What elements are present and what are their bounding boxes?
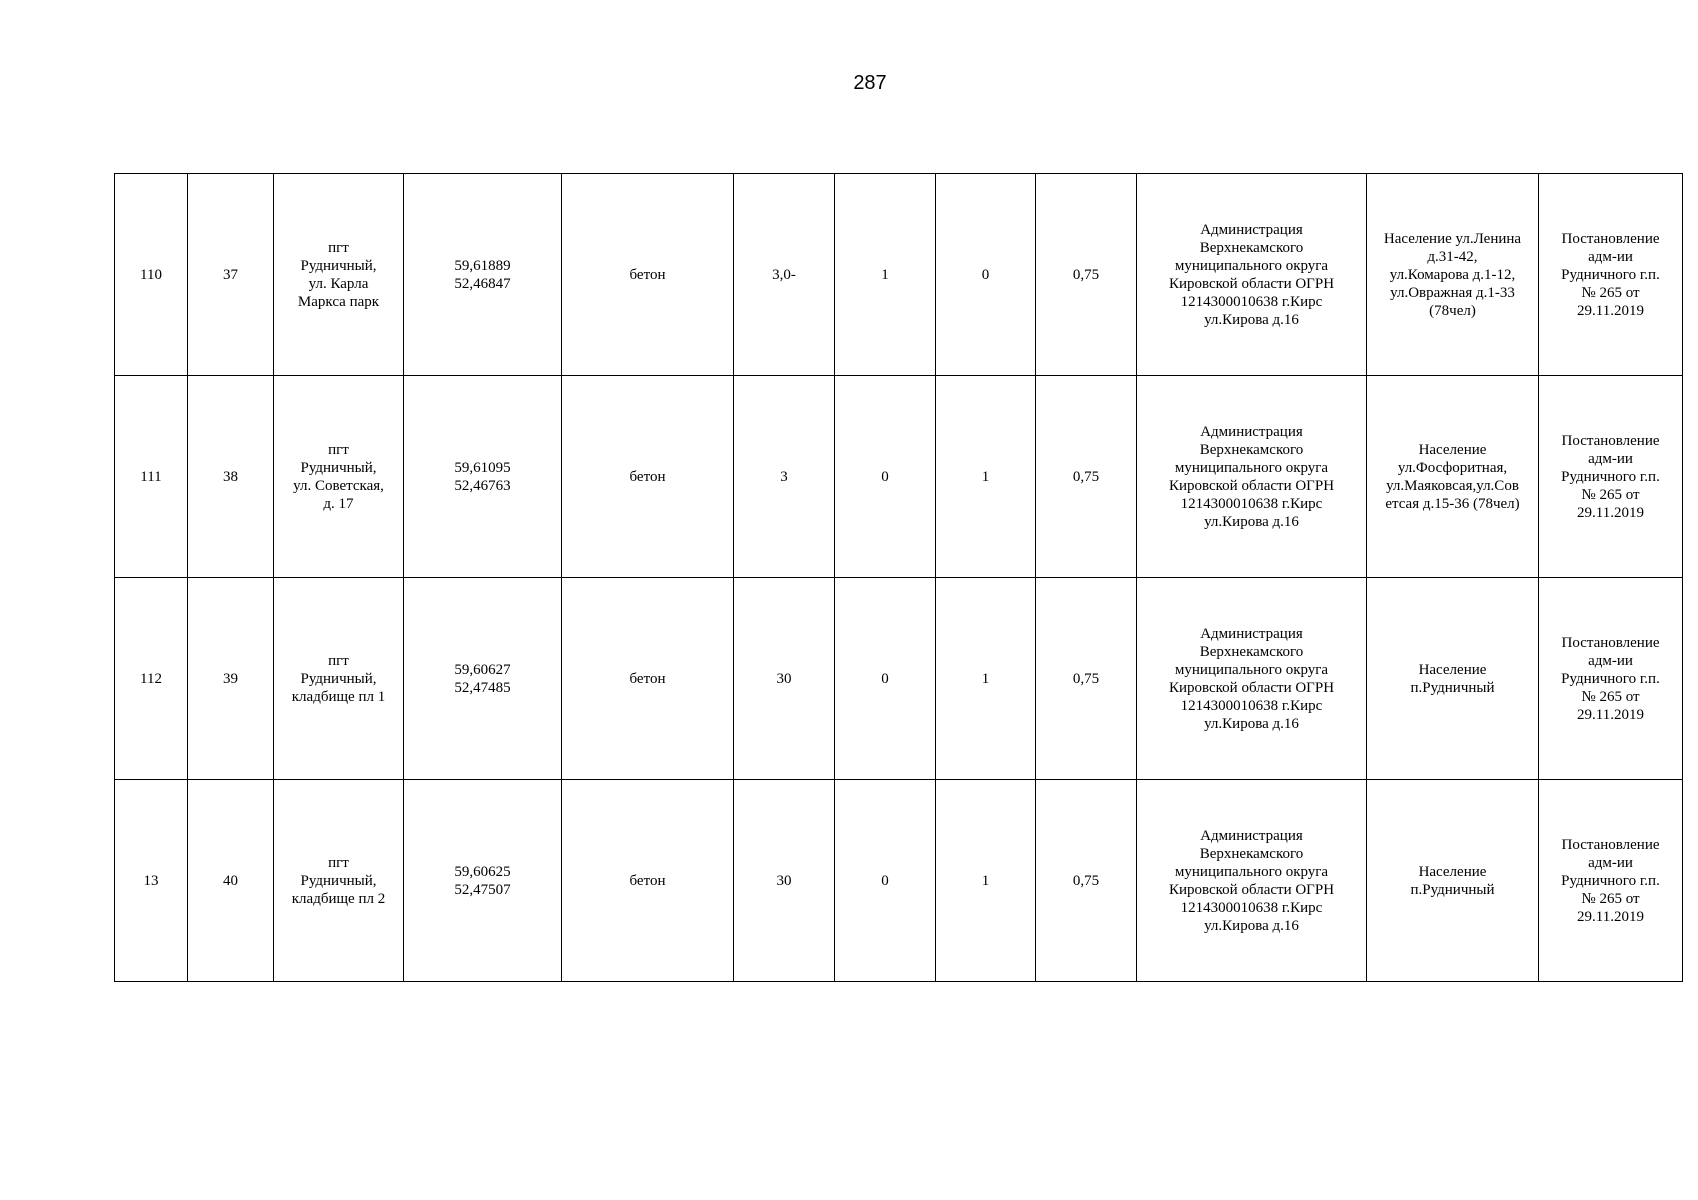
sources-cell: Население ул.Фосфоритная, ул.Маяковсая,ул.Сов етсая д.15-36 (78чел) <box>1367 376 1539 578</box>
sources-cell: Население ул.Ленина д.31-42, ул.Комарова д.1-12, ул.Овражная д.1-33 (78чел) <box>1367 174 1539 376</box>
owner-cell: Администрация Верхнекамского муниципального округа Кировской области ОГРН 1214300010638 г.Кирс ул.Кирова д.16 <box>1137 578 1367 780</box>
owner-cell: Администрация Верхнекамского муниципального округа Кировской области ОГРН 1214300010638 г.Кирс ул.Кирова д.16 <box>1137 376 1367 578</box>
volume-cell: 0,75 <box>1036 174 1137 376</box>
table-row <box>115 780 1683 982</box>
document-cell: Постановление адм-ии Рудничного г.п. № 265 от 29.11.2019 <box>1539 376 1683 578</box>
sub-number-cell: 39 <box>188 578 274 780</box>
coordinates-cell: 59,61095 52,46763 <box>404 376 562 578</box>
address-cell: пгт Рудничный, ул. Советская, д. 17 <box>274 376 404 578</box>
table-row <box>115 578 1683 780</box>
surface-cell: бетон <box>562 376 734 578</box>
count-2-cell: 1 <box>936 578 1036 780</box>
sources-cell: Население п.Рудничный <box>1367 578 1539 780</box>
row-number-cell: 110 <box>115 174 188 376</box>
coordinates-cell: 59,60627 52,47485 <box>404 578 562 780</box>
coordinates-cell: 59,60625 52,47507 <box>404 780 562 982</box>
count-1-cell: 0 <box>835 578 936 780</box>
volume-cell: 0,75 <box>1036 780 1137 982</box>
page-number: 287 <box>853 72 887 94</box>
registry-table <box>114 173 1683 982</box>
surface-cell: бетон <box>562 174 734 376</box>
surface-cell: бетон <box>562 578 734 780</box>
address-cell: пгт Рудничный, ул. Карла Маркса парк <box>274 174 404 376</box>
row-number-cell: 112 <box>115 578 188 780</box>
table-row <box>115 376 1683 578</box>
area-cell: 30 <box>734 578 835 780</box>
owner-cell: Администрация Верхнекамского муниципального округа Кировской области ОГРН 1214300010638 г.Кирс ул.Кирова д.16 <box>1137 174 1367 376</box>
address-cell: пгт Рудничный, кладбище пл 2 <box>274 780 404 982</box>
owner-cell: Администрация Верхнекамского муниципального округа Кировской области ОГРН 1214300010638 г.Кирс ул.Кирова д.16 <box>1137 780 1367 982</box>
coordinates-cell: 59,61889 52,46847 <box>404 174 562 376</box>
sub-number-cell: 37 <box>188 174 274 376</box>
document-cell: Постановление адм-ии Рудничного г.п. № 265 от 29.11.2019 <box>1539 780 1683 982</box>
document-cell: Постановление адм-ии Рудничного г.п. № 265 от 29.11.2019 <box>1539 174 1683 376</box>
count-1-cell: 0 <box>835 780 936 982</box>
sub-number-cell: 38 <box>188 376 274 578</box>
count-2-cell: 0 <box>936 174 1036 376</box>
surface-cell: бетон <box>562 780 734 982</box>
row-number-cell: 111 <box>115 376 188 578</box>
sub-number-cell: 40 <box>188 780 274 982</box>
area-cell: 3,0- <box>734 174 835 376</box>
volume-cell: 0,75 <box>1036 376 1137 578</box>
area-cell: 3 <box>734 376 835 578</box>
row-number-cell: 13 <box>115 780 188 982</box>
table-row <box>115 174 1683 376</box>
count-2-cell: 1 <box>936 376 1036 578</box>
count-2-cell: 1 <box>936 780 1036 982</box>
count-1-cell: 0 <box>835 376 936 578</box>
volume-cell: 0,75 <box>1036 578 1137 780</box>
area-cell: 30 <box>734 780 835 982</box>
sources-cell: Население п.Рудничный <box>1367 780 1539 982</box>
document-cell: Постановление адм-ии Рудничного г.п. № 265 от 29.11.2019 <box>1539 578 1683 780</box>
address-cell: пгт Рудничный, кладбище пл 1 <box>274 578 404 780</box>
count-1-cell: 1 <box>835 174 936 376</box>
